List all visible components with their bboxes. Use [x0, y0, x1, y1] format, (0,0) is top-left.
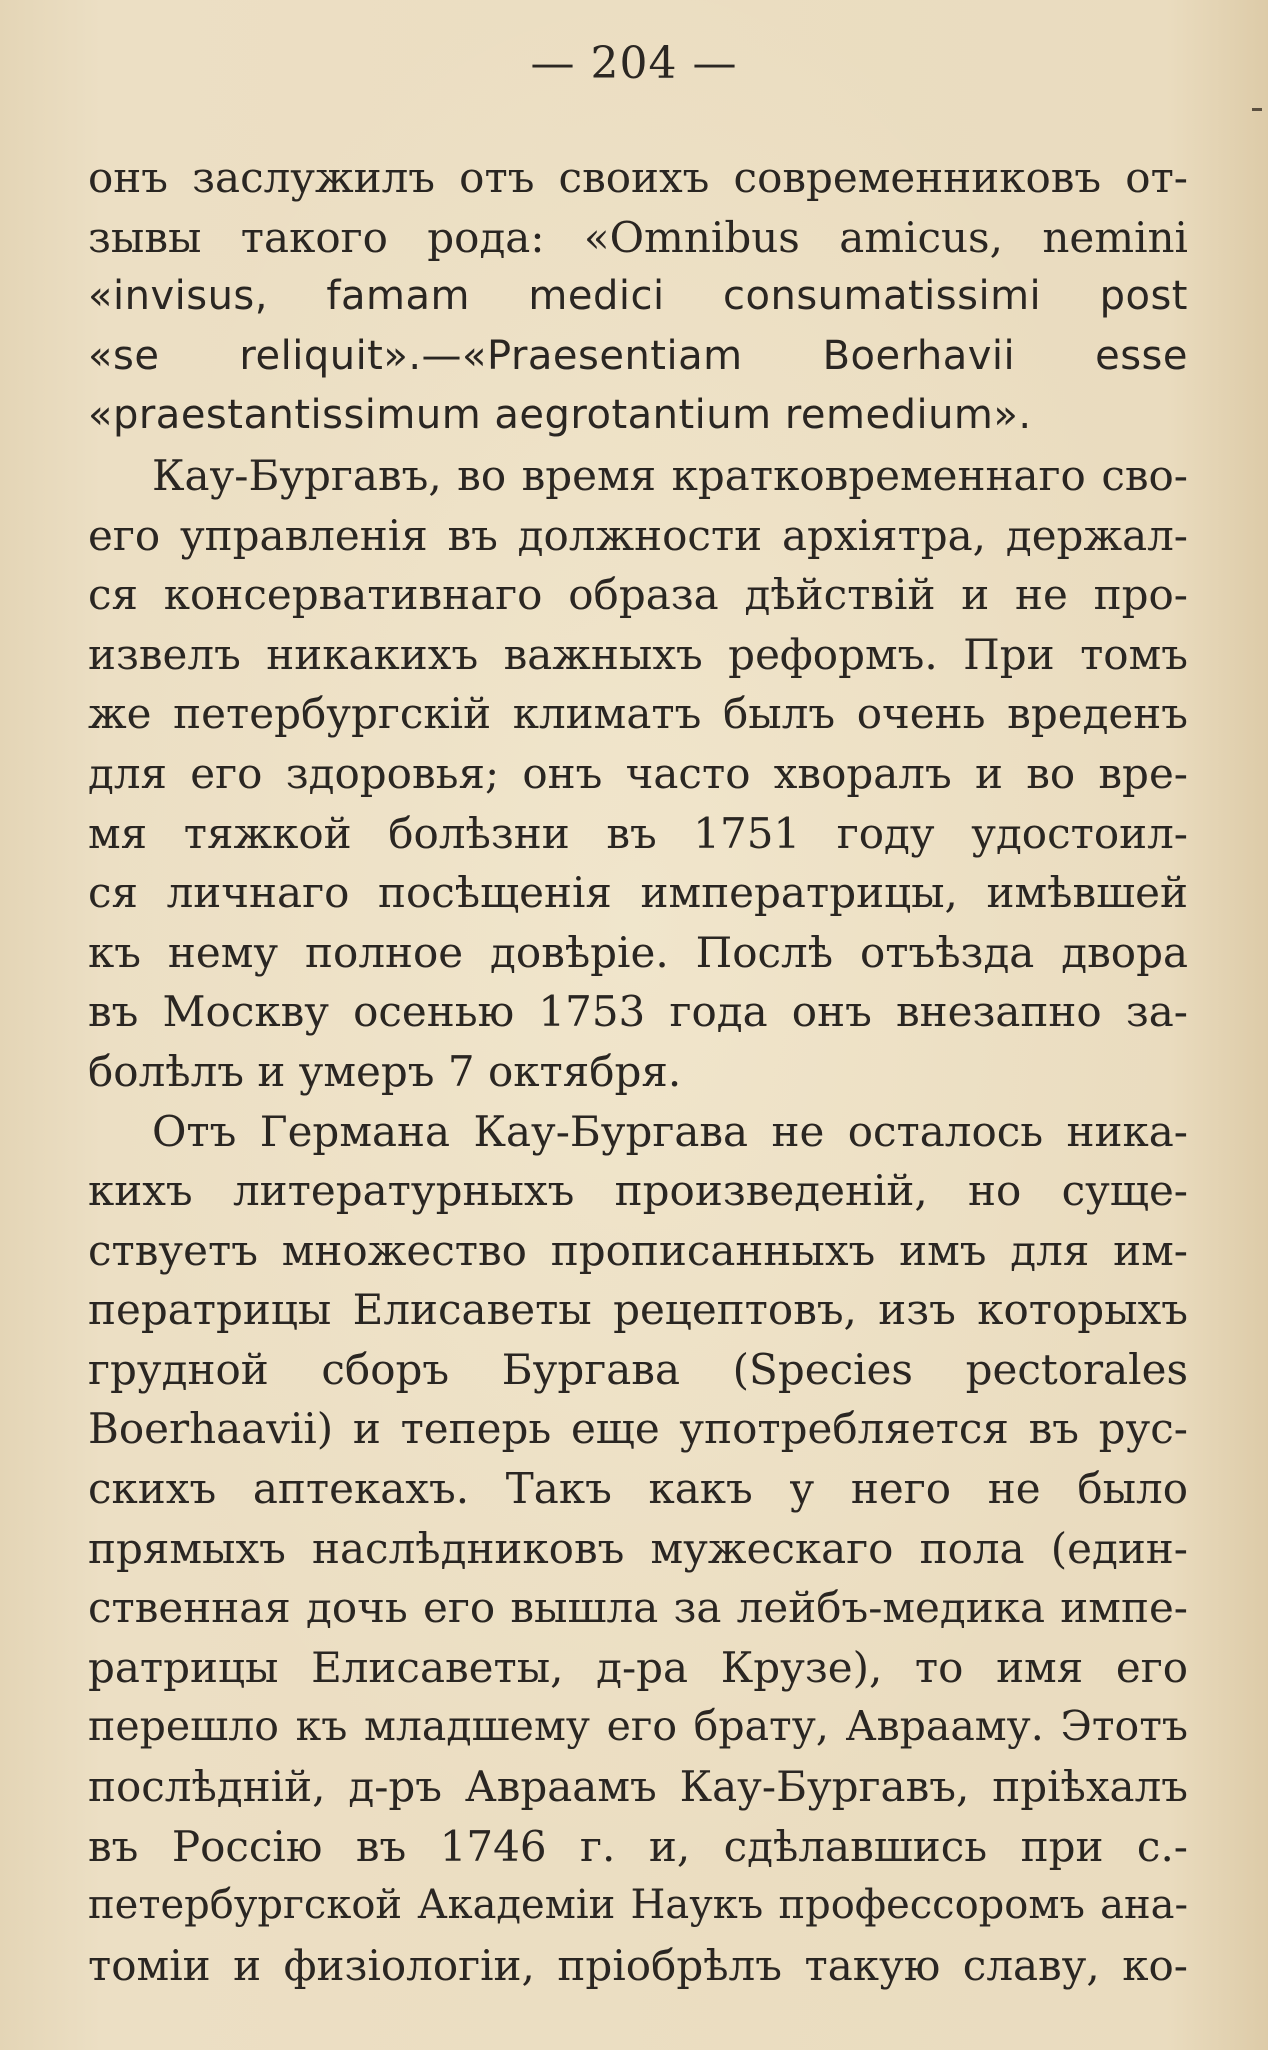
text-line: его управленія въ должности архіятра, держал- [88, 510, 1188, 560]
text-line: ся личнаго посѣщенія императрицы, имѣвшей [88, 868, 1188, 918]
text-line: ствуетъ множество прописанныхъ имъ для им- [88, 1225, 1188, 1275]
text-line: Boerhaavii) и теперь еще употребляется въ рус- [88, 1404, 1188, 1454]
text-line: ратрицы Елисаветы, д-ра Крузе), то имя его [88, 1642, 1188, 1692]
text-line: же петербургскій климатъ былъ очень вреденъ [88, 689, 1188, 739]
text-line: грудной сборъ Бургава (Species pectorales [88, 1344, 1188, 1394]
text-line: мя тяжкой болѣзни въ 1751 году удостоил- [88, 808, 1188, 858]
text-line: для его здоровья; онъ часто хворалъ и во вре- [88, 748, 1188, 798]
body-text [88, 148, 1188, 1995]
text-line: кихъ литературныхъ произведеній, но суще- [88, 1166, 1188, 1216]
text-line: онъ заслужилъ отъ своихъ современниковъ от- [88, 153, 1188, 202]
text-line: зывы такого рода: «Omnibus amicus, nemini [88, 212, 1188, 262]
text-line: въ Россію въ 1746 г. и, сдѣлавшись при с.- [88, 1821, 1188, 1871]
text-line: въ Москву осенью 1753 года онъ внезапно за- [88, 987, 1188, 1037]
page-number: — 204 — [530, 38, 738, 89]
text-line: ператрицы Елисаветы рецептовъ, изъ которыхъ [88, 1285, 1188, 1335]
text-line: перешло къ младшему его брату, Аврааму. Этотъ [88, 1702, 1188, 1751]
text-line: «praestantissimum aegrotantium remedium». [88, 392, 1032, 439]
text-line: скихъ аптекахъ. Такъ какъ у него не было [88, 1464, 1188, 1514]
text-line: извелъ никакихъ важныхъ реформъ. При томъ [88, 629, 1188, 679]
text-line: «se reliquit».—«Praesentiam Boerhavii esse [88, 332, 1188, 379]
text-line: ся консервативнаго образа дѣйствій и не про- [88, 570, 1188, 620]
text-line: томіи и физіологіи, пріобрѣлъ такую славу, ко- [88, 1940, 1188, 1990]
text-line: «invisus, famam medici consumatissimi post [88, 273, 1188, 320]
text-line: болѣлъ и умеръ 7 октября. [88, 1046, 682, 1096]
text-line: ственная дочь его вышла за лейбъ-медика импе- [88, 1583, 1188, 1633]
text-line: петербургской Академіи Наукъ профессоромъ ана- [88, 1882, 1188, 1929]
page-edge-mark [1252, 108, 1262, 111]
text-line: Кау-Бургавъ, во время кратковременнаго сво- [152, 450, 1188, 500]
text-line: Отъ Германа Кау-Бургава не осталось ника- [152, 1106, 1188, 1156]
text-line: къ нему полное довѣріе. Послѣ отъѣзда двора [88, 927, 1188, 977]
text-line: прямыхъ наслѣдниковъ мужескаго пола (един- [88, 1523, 1188, 1573]
text-line: послѣдній, д-ръ Авраамъ Кау-Бургавъ, пріѣхалъ [88, 1762, 1188, 1812]
